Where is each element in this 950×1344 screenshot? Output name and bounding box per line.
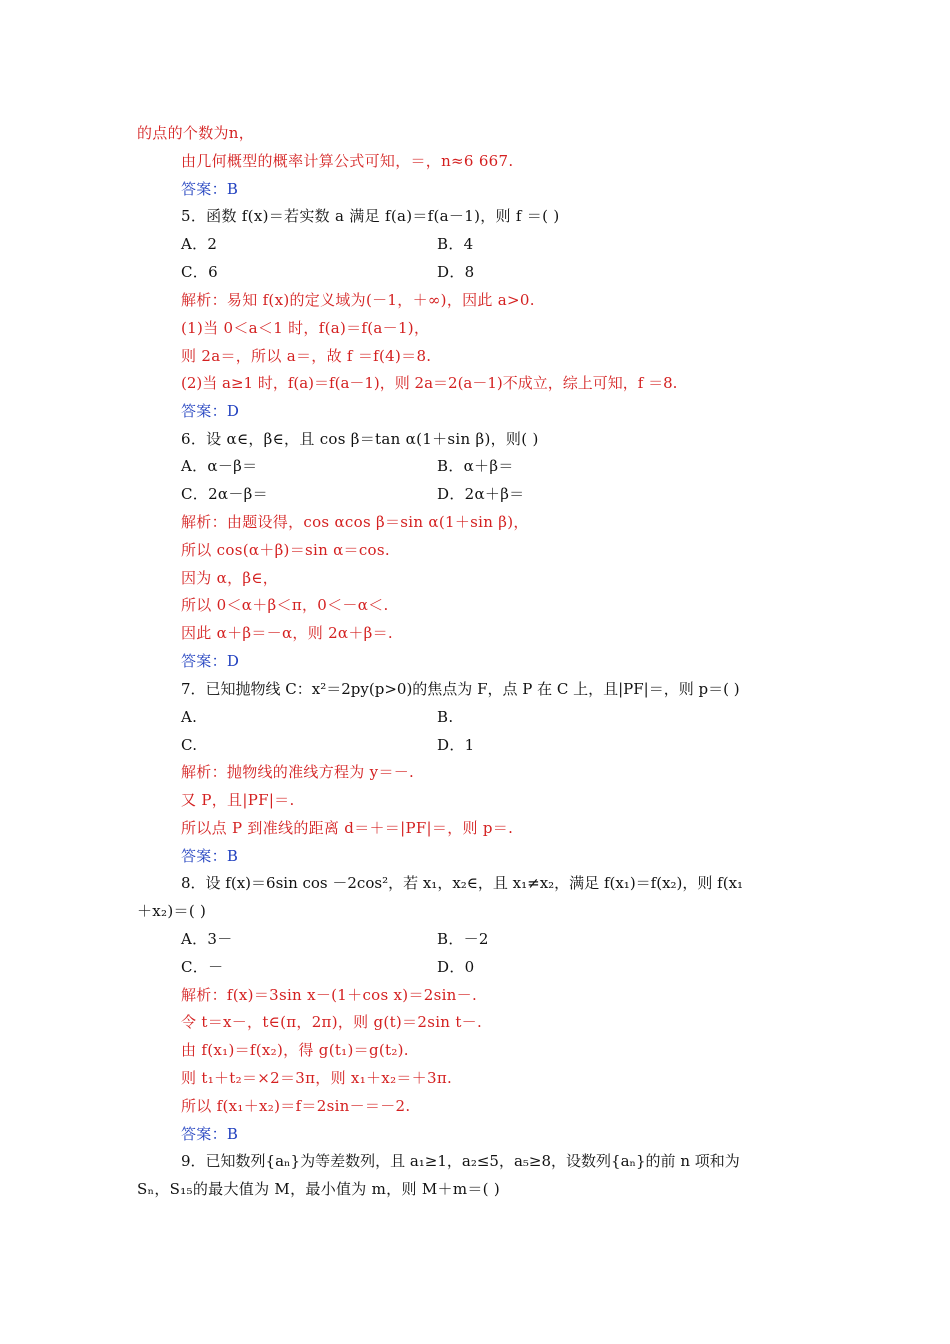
option-b: B．α＋β＝ [437,457,514,475]
option-c: C．－ [181,958,224,976]
option-c: C. [181,736,198,754]
answer-line: 答案：D [181,652,240,670]
solution-line: 则 t₁＋t₂＝×2＝3π，则 x₁＋x₂＝＋3π. [181,1069,453,1087]
solution-line: 又 P，且|PF|＝. [181,791,295,809]
option-b: B. [437,708,454,726]
option-d: D．8 [437,263,475,281]
option-d: D．0 [437,958,475,976]
text-line: 的点的个数为n， [137,124,255,142]
solution-line: 所以 f(x₁＋x₂)＝f＝2sin－＝－2. [181,1097,411,1115]
option-a: A．3－ [181,930,233,948]
option-a: A. [181,708,198,726]
option-a: A．α－β＝ [181,457,258,475]
answer-line: 答案：B [181,847,239,865]
solution-line: (2)当 a≥1 时，f(a)＝f(a－1)，则 2a＝2(a－1)不成立，综上可知，f ＝8. [181,374,678,392]
option-d: D．2α＋β＝ [437,485,525,503]
question-6: 6．设 α∈，β∈，且 cos β＝tan α(1＋sin β)，则( ) [181,430,539,448]
text-line: 由几何概型的概率计算公式可知，＝，n≈6 667. [181,152,514,170]
answer-line: 答案：B [181,180,239,198]
solution-line: 解析：抛物线的准线方程为 y＝－. [181,763,415,781]
solution-line: 则 2a＝，所以 a＝，故 f ＝f(4)＝8. [181,347,432,365]
solution-line: 因为 α，β∈， [181,569,279,587]
solution-line: 由 f(x₁)＝f(x₂)，得 g(t₁)＝g(t₂). [181,1041,409,1059]
solution-line: 所以 cos(α＋β)＝sin α＝cos. [181,541,390,559]
solution-line: 所以 0＜α＋β＜π，0＜－α＜. [181,596,389,614]
solution-line: 所以点 P 到准线的距离 d＝＋＝|PF|＝，则 p＝. [181,819,514,837]
answer-line: 答案：B [181,1125,239,1143]
question-8: 8．设 f(x)＝6sin cos －2cos²，若 x₁，x₂∈，且 x₁≠x₂，满足 f(x₁)＝f(x₂)，则 f(x₁ [181,874,744,892]
option-b: B．4 [437,235,474,253]
solution-line: (1)当 0＜a＜1 时，f(a)＝f(a－1)， [181,319,430,337]
option-a: A．2 [181,235,218,253]
question-7: 7．已知抛物线 C：x²＝2py(p>0)的焦点为 F，点 P 在 C 上，且|PF|＝，则 p＝( ) [181,680,740,698]
question-9-cont: Sₙ，S₁₅的最大值为 M，最小值为 m，则 M＋m＝( ) [137,1180,501,1198]
question-9: 9．已知数列{aₙ}为等差数列，且 a₁≥1，a₂≤5，a₅≥8，设数列{aₙ}的前 n 项和为 [181,1152,740,1170]
solution-line: 因此 α＋β＝－α，则 2α＋β＝. [181,624,393,642]
option-d: D．1 [437,736,475,754]
solution-line: 解析：由题设得，cos αcos β＝sin α(1＋sin β)， [181,513,529,531]
solution-line: 解析：易知 f(x)的定义域为(－1，＋∞)，因此 a>0. [181,291,535,309]
answer-line: 答案：D [181,402,240,420]
solution-line: 令 t＝x－，t∈(π，2π)，则 g(t)＝2sin t－. [181,1013,483,1031]
option-b: B．－2 [437,930,489,948]
question-8-cont: ＋x₂)＝( ) [137,902,207,920]
question-5: 5．函数 f(x)＝若实数 a 满足 f(a)＝f(a－1)，则 f ＝( ) [181,207,560,225]
option-c: C．2α－β＝ [181,485,268,503]
option-c: C．6 [181,263,218,281]
solution-line: 解析：f(x)＝3sin x－(1＋cos x)＝2sin－. [181,986,478,1004]
